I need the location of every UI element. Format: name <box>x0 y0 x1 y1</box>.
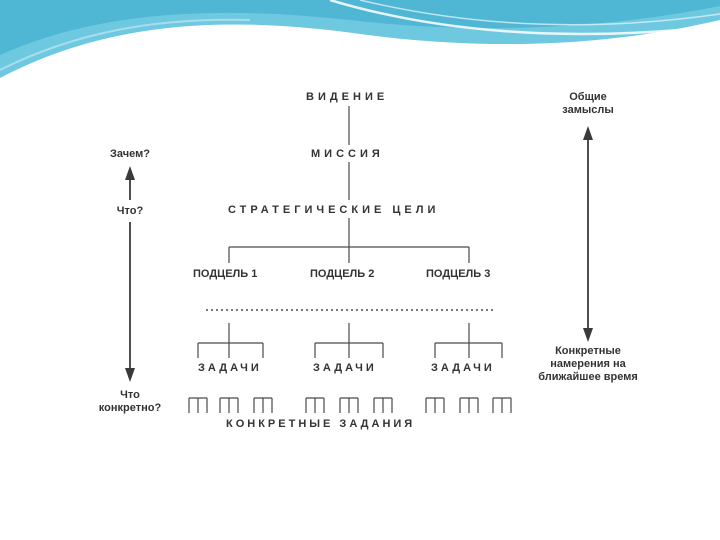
subgoal-1: ПОДЦЕЛЬ 1 <box>193 268 258 280</box>
level-mission: МИССИЯ <box>311 148 384 160</box>
leaf-bracket <box>340 398 358 413</box>
subgoal-2: ПОДЦЕЛЬ 2 <box>310 268 375 280</box>
right-axis-bottom-label: Конкретные намерения на ближайшее время <box>538 345 638 383</box>
right-axis-top-label: Общие замыслы <box>562 91 614 116</box>
left-axis-bottom-label: Что конкретно? <box>98 389 162 414</box>
tasks-3: ЗАДАЧИ <box>431 362 495 374</box>
leaf-bracket <box>426 398 444 413</box>
level-concrete-assignments: КОНКРЕТНЫЕ ЗАДАНИЯ <box>226 418 416 430</box>
subgoal-3: ПОДЦЕЛЬ 3 <box>426 268 491 280</box>
left-axis-top-label: Зачем? <box>110 148 150 160</box>
left-axis-middle-label: Что? <box>116 205 144 217</box>
level-strategic-goals: СТРАТЕГИЧЕСКИЕ ЦЕЛИ <box>228 204 440 216</box>
level-vision: ВИДЕНИЕ <box>306 91 389 103</box>
tasks-2: ЗАДАЧИ <box>313 362 377 374</box>
leaf-bracket <box>374 398 392 413</box>
leaf-bracket <box>306 398 324 413</box>
right-axis-arrow <box>583 126 593 342</box>
leaf-bracket <box>254 398 272 413</box>
left-axis-arrow <box>125 166 135 382</box>
leaf-bracket <box>460 398 478 413</box>
leaf-bracket <box>220 398 238 413</box>
leaf-bracket <box>189 398 207 413</box>
leaf-bracket <box>493 398 511 413</box>
tasks-1: ЗАДАЧИ <box>198 362 262 374</box>
